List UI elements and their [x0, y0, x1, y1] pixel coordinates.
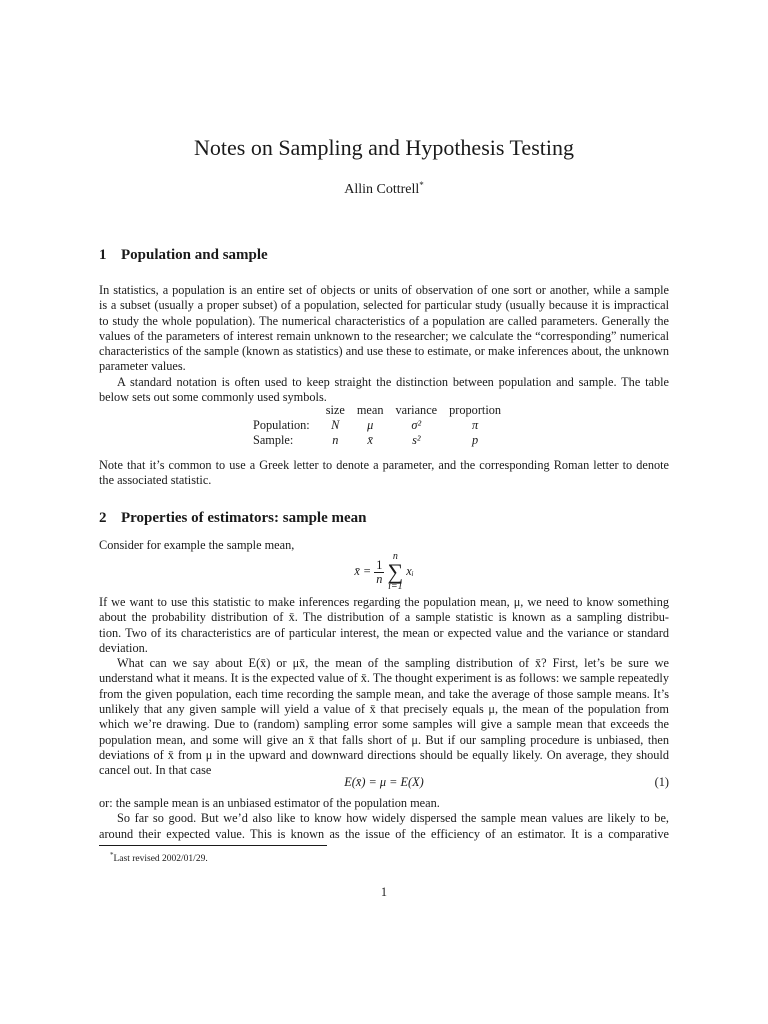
- table-cell: p: [472, 433, 479, 447]
- summand: xᵢ: [406, 563, 414, 578]
- section-number: 1: [99, 247, 107, 263]
- column-header: size: [325, 403, 345, 417]
- paragraph-population-definition: [99, 283, 669, 405]
- footnote-divider: [99, 845, 327, 846]
- text-line: below sets out some commonly used symbols.: [99, 390, 327, 405]
- sum-upper-limit: n: [392, 551, 398, 562]
- table-cell: s²: [412, 433, 421, 447]
- text-line: the associated statistic.: [99, 473, 212, 488]
- sample-mean-equation: [0, 552, 768, 592]
- text-line: about the probability distribution of x̄. The distribution of a sample statistic is known as a sampling distribu-: [99, 610, 669, 625]
- table-row: [253, 418, 507, 433]
- text-line: Consider for example the sample mean,: [99, 538, 295, 552]
- page-number: 1: [380, 885, 388, 899]
- equation-fraction: [374, 559, 384, 586]
- text-line: understand what it means. It is the expected value of x̄. The thought experiment is as follows: we sample repeatedly: [99, 671, 669, 686]
- column-header: variance: [395, 403, 438, 417]
- paragraph-greek-letter-note: [99, 458, 669, 489]
- summation: [387, 552, 403, 592]
- text-line: deviation.: [99, 640, 148, 655]
- text-line: from the given population, each time recording the sample mean, and take the average of those sample means. It’s: [99, 686, 669, 701]
- text-line: unlikely that any given sample will yield a value of x̄ that precisely equals μ, the mean of the population from: [99, 702, 669, 717]
- column-header: proportion: [449, 403, 502, 417]
- fraction-denominator: n: [376, 571, 383, 586]
- paragraph-sampling-distribution: [99, 595, 669, 779]
- footnote-text: Last revised 2002/01/29.: [113, 854, 208, 864]
- text-line: A standard notation is often used to keep straight the distinction between population and sample. The table: [117, 374, 669, 389]
- text-line: around their expected value. This is known as the issue of the efficiency of an estimator. It is a comparative: [99, 826, 669, 841]
- text-line: parameter values.: [99, 359, 186, 374]
- text-line: or: the sample mean is an unbiased estimator of the population mean.: [99, 796, 440, 810]
- author-name: Allin Cottrell: [344, 182, 420, 197]
- text-line: values of the parameters of interest remain unknown to the researcher; we calculate the “corresponding” numerical: [99, 328, 669, 343]
- section-title: Properties of estimators: sample mean: [121, 510, 367, 526]
- equation-lhs: x̄ =: [354, 563, 372, 578]
- row-label: Sample:: [253, 433, 294, 447]
- table-cell: x̄: [367, 433, 373, 447]
- table-cell: N: [331, 418, 340, 432]
- text-line: If we want to use this statistic to make inferences regarding the population mean, μ, we need to know something: [99, 595, 669, 609]
- text-line: Note that it’s common to use a Greek letter to denote a parameter, and the corresponding Roman letter to denote: [99, 458, 669, 472]
- section-heading-1: [99, 246, 268, 265]
- section-heading-2: [99, 509, 367, 528]
- section-number: 2: [99, 510, 107, 526]
- notation-table: [253, 403, 507, 448]
- row-label: Population:: [253, 418, 310, 432]
- column-header: mean: [356, 403, 384, 417]
- paragraph-sample-mean-intro: [99, 538, 669, 553]
- text-line: characteristics of the sample (known as statistics) and use these to estimate, or make inferences about, the unknown: [99, 344, 669, 359]
- table-corner: [253, 403, 320, 418]
- text-line: population mean, and some will give an x̄ that falls short of μ. But if our sampling procedure is unbiased, then: [99, 732, 669, 747]
- footnote-mark: *: [110, 851, 114, 859]
- text-line: to study the whole population). The numerical characteristics of a population are called parameters. Generally the: [99, 313, 669, 328]
- text-line: In statistics, a population is an entire set of objects or units of observation of one sort or another, while a sample: [99, 283, 669, 297]
- table-cell: n: [332, 433, 339, 447]
- equation-text: E(x̄) = μ = E(X): [344, 775, 424, 789]
- text-line: cancel out. In that case: [99, 763, 212, 778]
- text-line: tion. Two of its characteristics are of particular interest, the mean or expected value and the variance or standard: [99, 625, 669, 640]
- table-cell: σ²: [411, 418, 422, 432]
- document-title: Notes on Sampling and Hypothesis Testing: [194, 135, 574, 160]
- text-line: is a subset (usually a proper subset) of a population, selected for particular study (usually because it is impractical: [99, 298, 669, 313]
- section-title: Population and sample: [121, 247, 268, 263]
- text-line: deviations of x̄ from μ in the upward and downward directions should be equally likely. On average, they should: [99, 747, 669, 762]
- equation-1: [0, 775, 768, 790]
- sum-sign: ∑: [387, 559, 404, 584]
- table-cell: π: [472, 418, 479, 432]
- author-footnote-mark: *: [419, 180, 424, 190]
- fraction-numerator: 1: [376, 557, 383, 572]
- footnote: [110, 849, 208, 865]
- text-line: What can we say about E(x̄) or μx̄, the mean of the sampling distribution of x̄? First, let’s be sure we: [117, 656, 669, 671]
- sum-lower-limit: i=1: [388, 581, 403, 592]
- text-line: So far so good. But we’d also like to know how widely dispersed the sample mean values are likely to be,: [117, 811, 669, 826]
- table-header-row: [253, 403, 507, 418]
- paragraph-unbiased-efficiency: [99, 796, 669, 842]
- table-row: [253, 433, 507, 448]
- equation-number: (1): [654, 775, 669, 789]
- table-cell: μ: [367, 418, 374, 432]
- author-line: [0, 176, 768, 199]
- text-line: which we’re drawing. Due to (random) sampling error some samples will give a sample mean that exceeds the: [99, 717, 669, 732]
